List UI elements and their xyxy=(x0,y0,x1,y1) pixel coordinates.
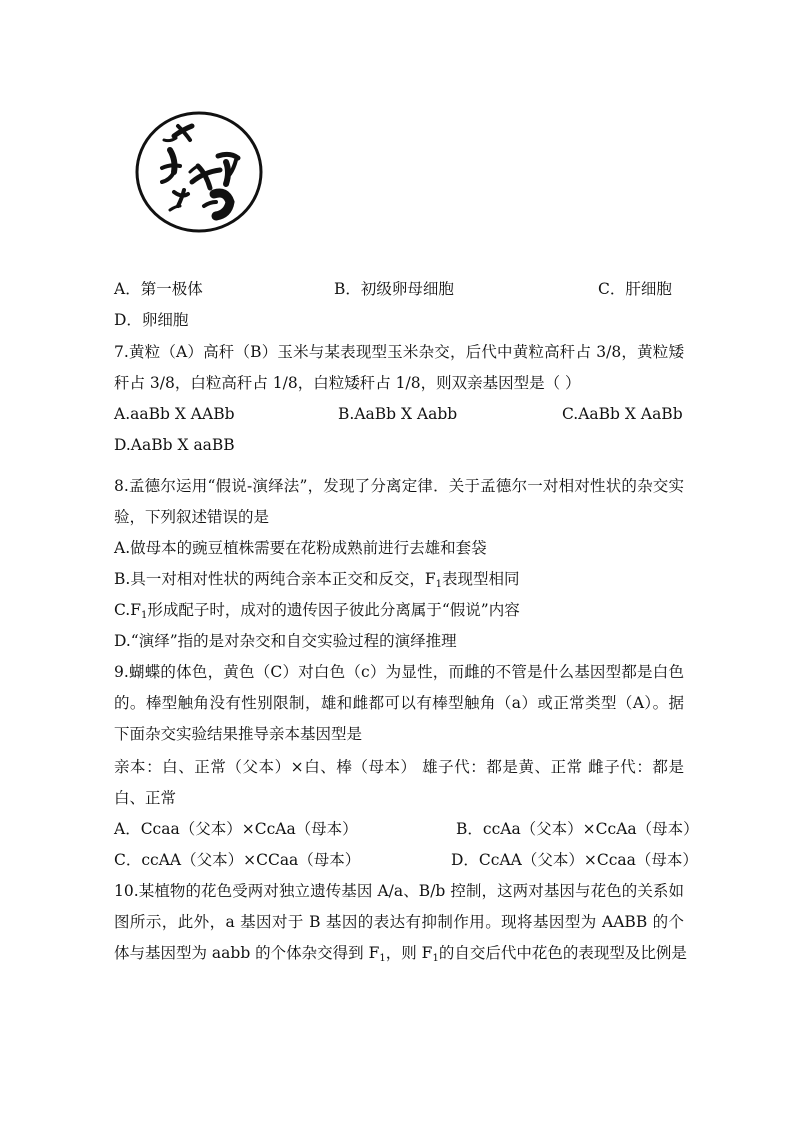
q6-option-c: C．肝细胞 xyxy=(598,280,672,298)
q7-option-a: A.aaBb X AABb xyxy=(114,405,235,423)
q7-option-d: D.AaBb X aaBB xyxy=(114,436,235,454)
q6-option-a: A．第一极体 xyxy=(114,280,203,298)
q9-option-a: A．Ccaa（父本）×CcAa（母本） xyxy=(114,820,358,838)
q8-option-d: D.“演绎”指的是对杂交和自交实验过程的演绎推理 xyxy=(114,632,457,650)
q9-stem-line3: 下面杂交实验结果推导亲本基因型是 xyxy=(114,725,363,743)
q9-stem-line4: 亲本：白、正常（父本）×白、棒（母本） 雄子代：都是黄、正常 雌子代：都是 xyxy=(114,758,684,776)
chromosomes xyxy=(162,126,238,216)
q6-option-b: B．初级卵母细胞 xyxy=(334,280,454,298)
q9-option-d: D．CcAA（父本）×Ccaa（母本） xyxy=(451,851,698,869)
q10-stem-line2: 图所示，此外，a 基因对于 B 基因的表达有抑制作用。现将基因型为 AABB 的个 xyxy=(114,913,684,931)
q9-option-b: B．ccAa（父本）×CcAa（母本） xyxy=(456,820,699,838)
q9-stem-line2: 的。棒型触角没有性别限制，雄和雌都可以有棒型触角（a）或正常类型（A）。据 xyxy=(114,694,684,712)
chromosome-cell-figure xyxy=(134,110,264,234)
q7-stem-line1: 7.黄粒（A）高秆（B）玉米与某表现型玉米杂交，后代中黄粒高秆占 3/8，黄粒矮 xyxy=(114,343,684,361)
q10-stem-line1: 10.某植物的花色受两对独立遗传基因 A/a、B/b 控制，这两对基因与花色的关系如 xyxy=(114,882,684,900)
q7-option-b: B.AaBb X Aabb xyxy=(338,405,458,423)
q7-stem-line2: 秆占 3/8，白粒高秆占 1/8，白粒矮秆占 1/8，则双亲基因型是（ ） xyxy=(114,374,581,392)
q10-stem-line3: 体与基因型为 aabb 的个体杂交得到 $F_1$，则 $F_1$的自交后代中花色的表现型及比例是 xyxy=(114,944,687,964)
q9-stem-line5: 白、正常 xyxy=(114,789,177,807)
q9-stem-line1: 9.蝴蝶的体色，黄色（C）对白色（c）为显性，而雌的不管是什么基因型都是白色 xyxy=(114,663,684,681)
q6-option-d: D．卵细胞 xyxy=(114,311,189,329)
q9-option-c: C．ccAA（父本）×CCaa（母本） xyxy=(114,851,361,869)
q8-stem-line1: 8.孟德尔运用“假说-演绎法”，发现了分离定律．关于孟德尔一对相对性状的杂交实 xyxy=(114,477,684,495)
q7-option-c: C.AaBb X AaBb xyxy=(562,405,683,423)
q8-stem-line2: 验，下列叙述错误的是 xyxy=(114,508,270,526)
q8-option-a: A.做母本的豌豆植株需要在花粉成熟前进行去雄和套袋 xyxy=(114,539,487,557)
q8-option-b: B.具一对相对性状的两纯合亲本正交和反交，$F_1$表现型相同 xyxy=(114,570,520,590)
q8-option-c: $C.F_1$形成配子时，成对的遗传因子彼此分离属于“假说”内容 xyxy=(114,601,520,621)
cell-outline xyxy=(137,113,261,231)
